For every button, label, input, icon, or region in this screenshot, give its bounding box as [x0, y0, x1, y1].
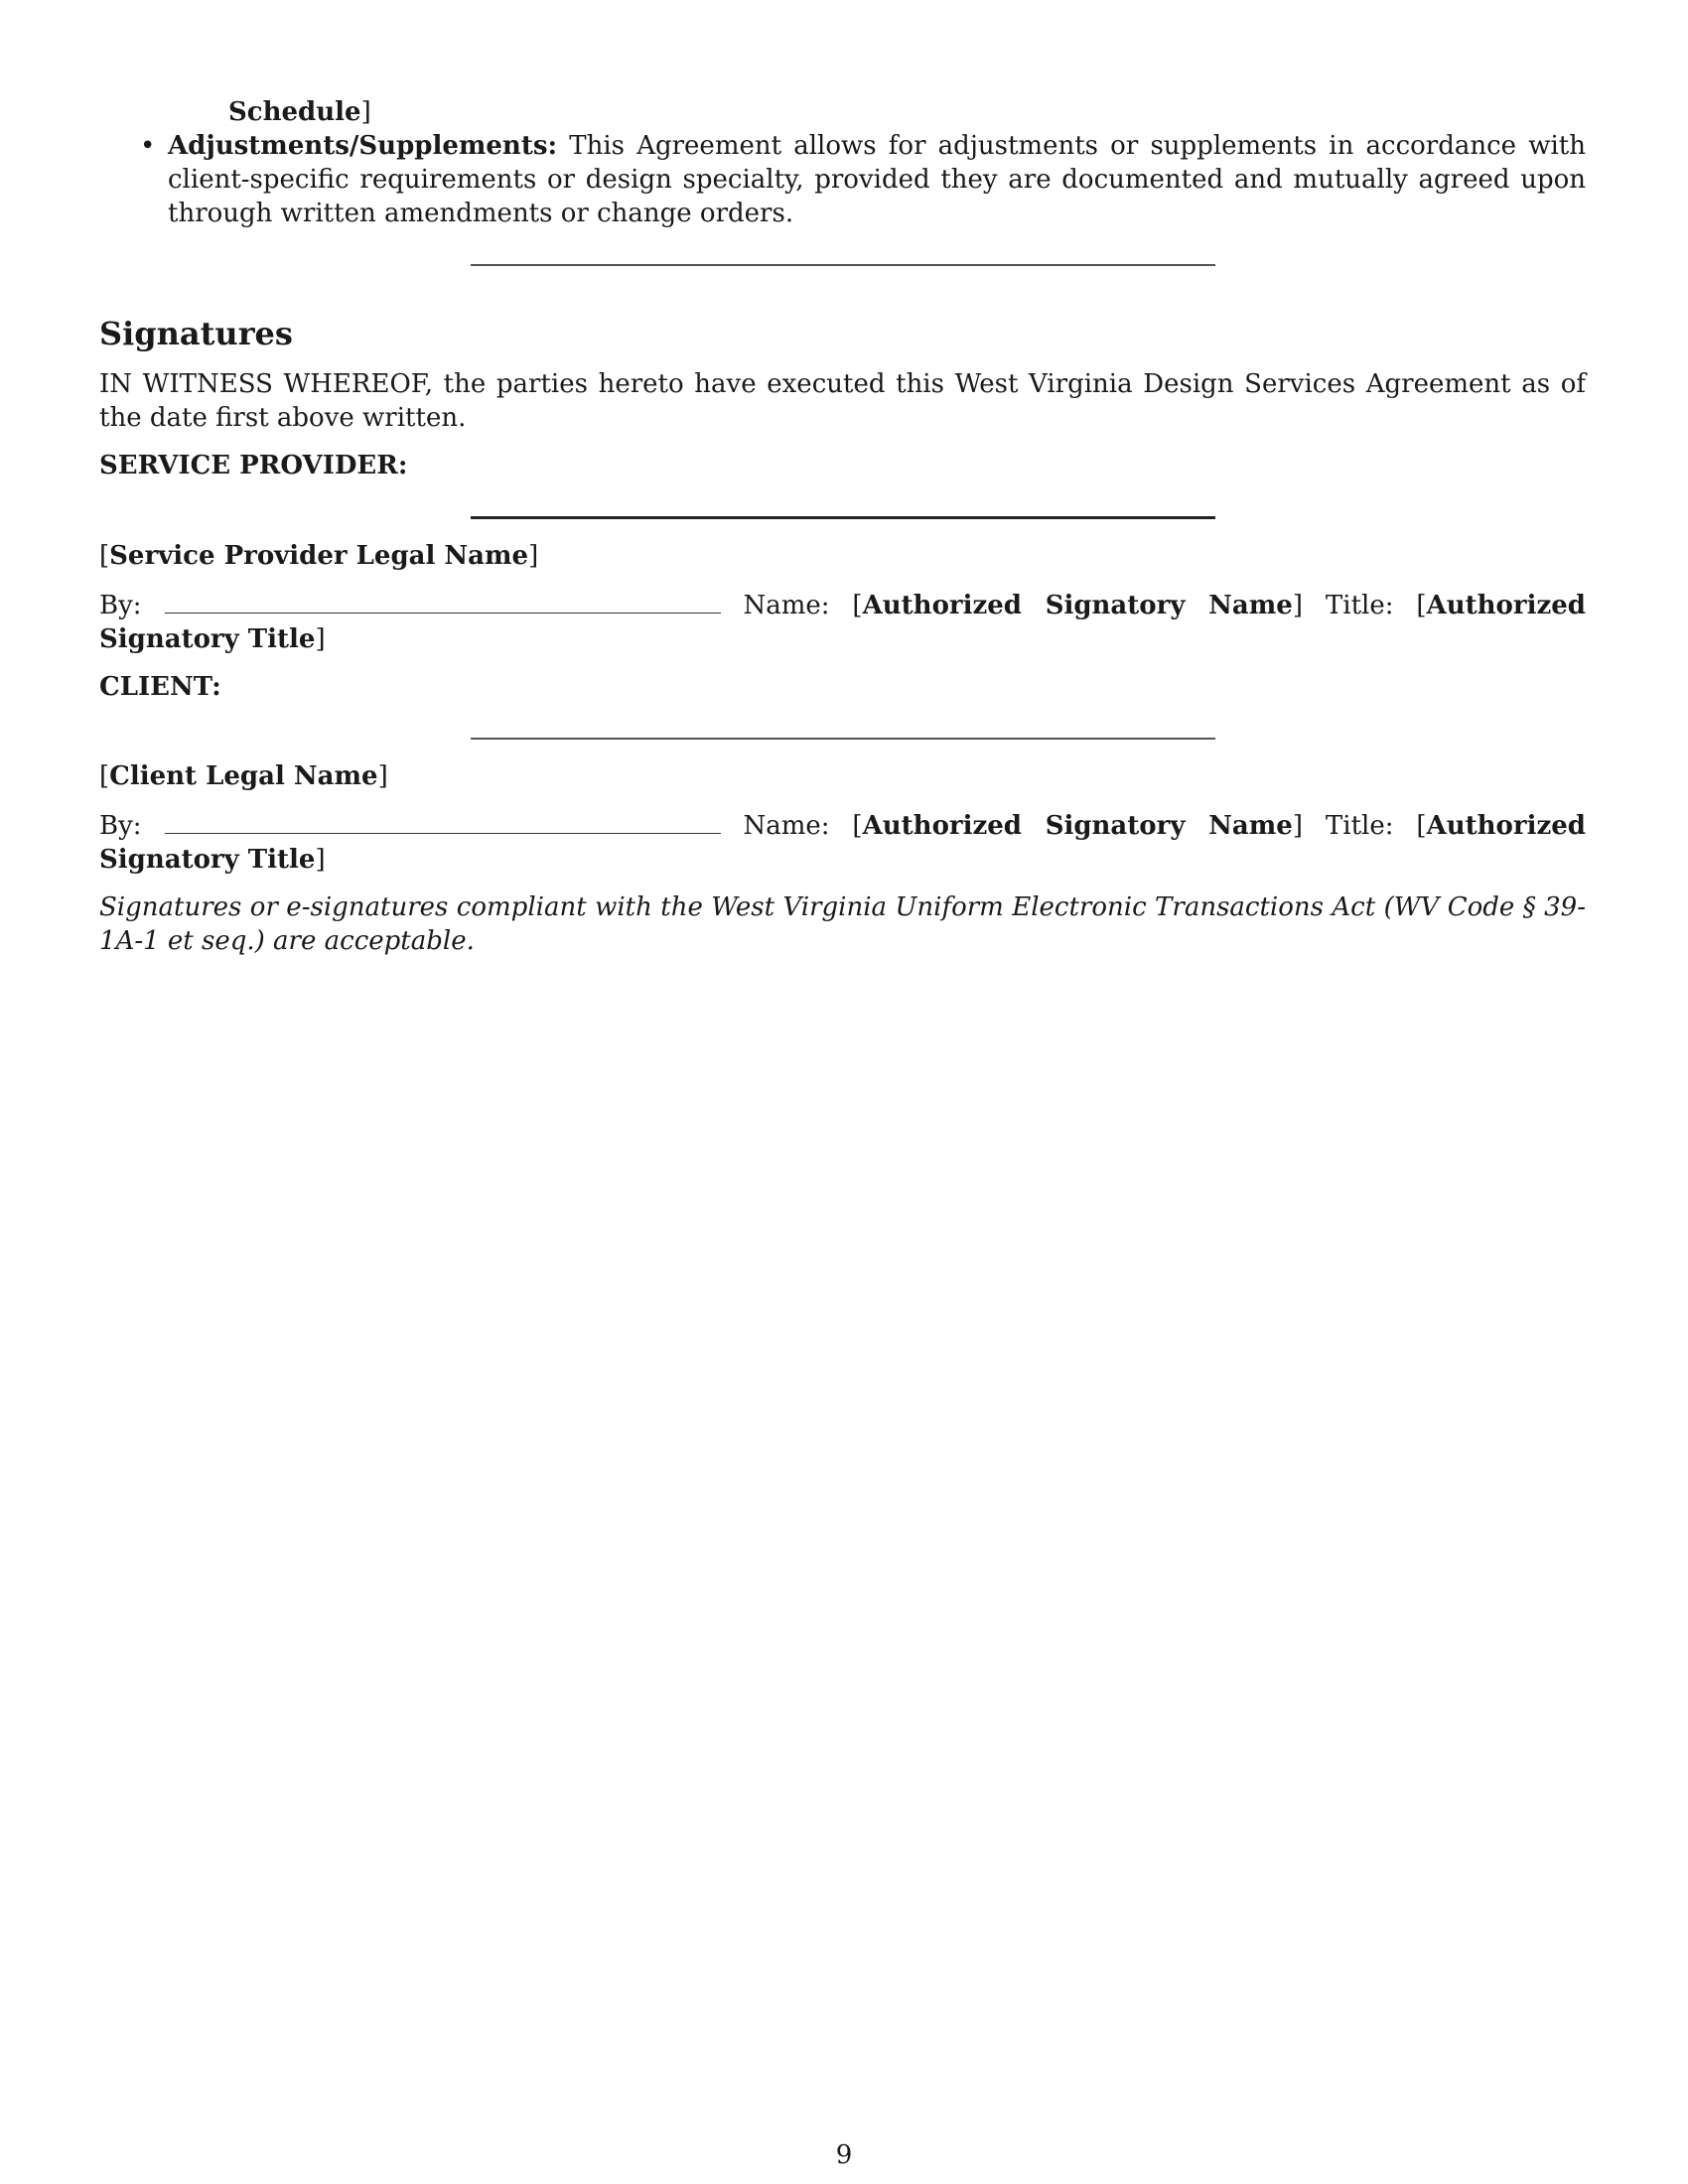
by-label: By: [99, 591, 142, 620]
client-label: CLIENT: [99, 672, 221, 702]
client-legal-name: [Client Legal Name] [99, 761, 388, 791]
service-provider-by-line: By: Name: [Authorized Signatory Name] Title: [Authorized Signatory Title] [99, 591, 1586, 654]
signatures-heading: Signatures [99, 315, 293, 352]
name-label: Name: [743, 591, 830, 620]
document-page [99, 95, 1586, 958]
schedule-text: Schedule [228, 97, 361, 127]
name-label: Name: [743, 811, 830, 841]
client-by-line: By: Name: [Authorized Signatory Name] Title: [Authorized Signatory Title] [99, 811, 1586, 875]
bullet-icon: • [140, 131, 156, 161]
witness-paragraph: IN WITNESS WHEREOF, the parties hereto have executed this West Virginia Design Services Agreement as of the date first above written. [99, 369, 1586, 433]
list-item [140, 129, 1587, 230]
service-provider-signature-line[interactable] [471, 516, 1215, 519]
client-signature-line[interactable] [471, 738, 1215, 740]
title-label: Title: [1325, 811, 1394, 841]
client-legal-name-text: Client Legal Name [109, 761, 378, 791]
schedule-continuation [99, 95, 1586, 129]
client-signatory-name: Authorized Signatory Name [862, 811, 1293, 841]
page-number: 9 [835, 2140, 853, 2170]
service-provider-signature-line-wrap [99, 516, 1586, 519]
service-provider-signatory-name: Authorized Signatory Name [862, 591, 1293, 620]
bullet-list [99, 129, 1586, 230]
service-provider-legal-name: [Service Provider Legal Name] [99, 541, 539, 571]
service-provider-label: SERVICE PROVIDER: [99, 451, 408, 480]
client-by-field[interactable] [165, 811, 721, 834]
client-signature-line-wrap [99, 738, 1586, 740]
by-label: By: [99, 811, 142, 841]
schedule-bracket: ] [360, 97, 371, 127]
bullet-label: Adjustments/Supplements: [168, 131, 558, 161]
service-provider-signatory-title: Authorized Signatory Title [99, 591, 1586, 654]
service-provider-legal-name-text: Service Provider Legal Name [109, 541, 529, 571]
client-signatory-title: Authorized Signatory Title [99, 811, 1586, 875]
section-divider [471, 264, 1215, 266]
bullet-text: This Agreement allows for adjustments or supplements in accordance with client-specific requirements or design specialty, provided they are documented and mutually agreed upon through written amendments or change orders. [168, 131, 1587, 228]
service-provider-by-field[interactable] [165, 591, 721, 614]
esignature-note: Signatures or e-signatures compliant with the West Virginia Uniform Electronic Transactions Act (WV Code § 39-1A-1 et seq.) are acceptable. [99, 892, 1586, 956]
title-label: Title: [1325, 591, 1394, 620]
